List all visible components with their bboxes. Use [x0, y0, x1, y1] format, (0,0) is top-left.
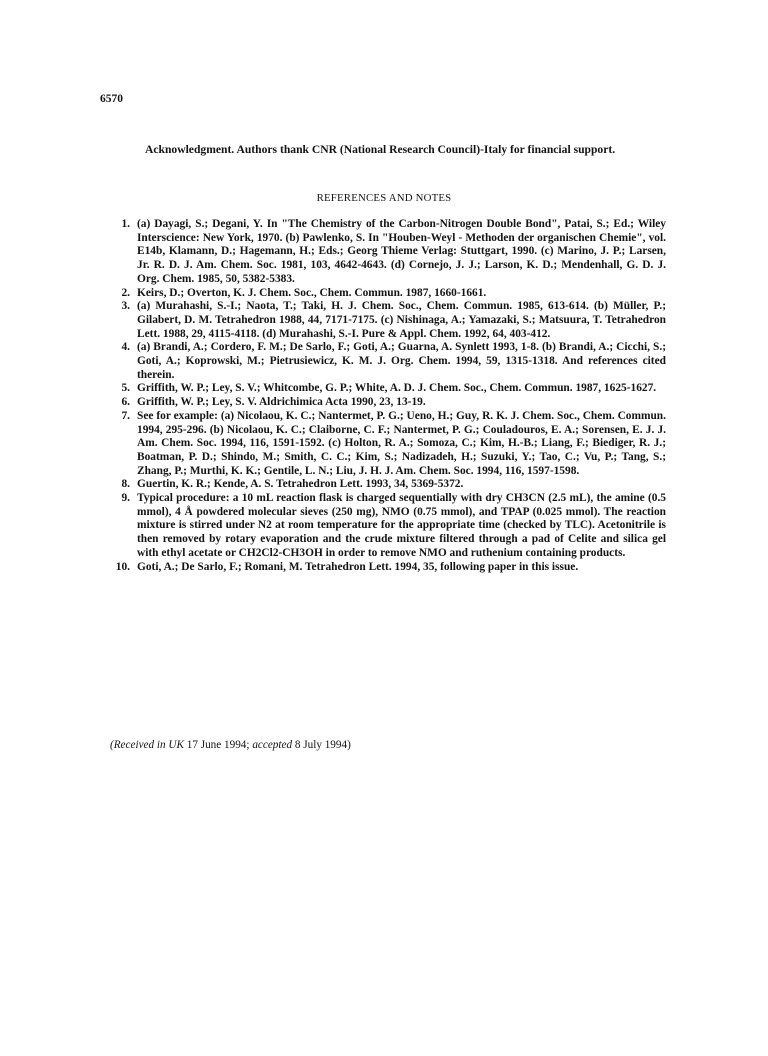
reference-text: Griffith, W. P.; Ley, S. V.; Whitcombe, G. P.; White, A. D. J. Chem. Soc., Chem. Commun. 1987, 1625-1627. [137, 382, 657, 395]
reference-number: 4 . [110, 341, 130, 355]
reference-number: 1 . [110, 218, 130, 232]
reference-item [110, 382, 666, 396]
reference-item [110, 410, 666, 479]
reference-text: See for example: (a) Nicolaou, K. C.; Nantermet, P. G.; Ueno, H.; Guy, R. K. J. Chem. Soc., Chem. Commun. 1994, 295-296. (b) Nicolaou, K. C.; Claiborne, C. F.; Nantermet, P. G.; Couladouros, E. A.; Sorensen, E. J. J. Am. Chem. Soc. 1994, 116, 1591-1592. (c) Holton, R. A.; Somoza, C.; Kim, H.-B.; Liang, F.; Biediger, R. J.; Boatman, P. D.; Shindo, M.; Smith, C. C.; Kim, S.; Nadizadeh, H.; Suzuki, Y.; Tao, C.; Vu, P.; Tang, S.; Zhang, P.; Murthi, K. K.; Gentile, L. N.; Liu, J. H. J. Am. Chem. Soc. 1994, 116, 1597-1598. [137, 409, 666, 477]
reference-text: Guertin, K. R.; Kende, A. S. Tetrahedron Lett. 1993, 34, 5369-5372. [137, 478, 464, 491]
reference-text: (a) Murahashi, S.-I.; Naota, T.; Taki, H. J. Chem. Soc., Chem. Commun. 1985, 613-614. (b) Müller, P.; Gilabert, D. M. Tetrahedron 1988, 44, 7171-7175. (c) Nishinaga, A.; Yamazaki, S.; Matsuura, T. Tetrahedron Lett. 1988, 29, 4115-4118. (d) Murahashi, S.-I. Pure & Appl. Chem. 1992, 64, 403-412. [137, 300, 666, 340]
reference-item [110, 396, 666, 410]
reference-item [110, 287, 666, 301]
references-heading: REFERENCES AND NOTES [316, 192, 452, 204]
reference-item [110, 478, 666, 492]
reference-item [110, 561, 666, 575]
received-date: 17 June 1994; [186, 739, 250, 751]
reference-item [110, 492, 666, 561]
accepted-label: accepted [252, 739, 293, 751]
acknowledgment-text: Authors thank CNR (National Research Council)-Italy for financial support. [236, 143, 616, 156]
reference-text: Griffith, W. P.; Ley, S. V. Aldrichimica Acta 1990, 23, 13-19. [137, 396, 426, 409]
reference-text: (a) Dayagi, S.; Degani, Y. In "The Chemistry of the Carbon-Nitrogen Double Bond", Patai, S.; Ed.; Wiley Interscience: New York, 1970. (b) Pawlenko, S. In "Houben-Weyl - Methoden der organischen Chemie", vol. E14b, Klamann, D.; Hagemann, H.; Eds.; Georg Thieme Verlag: Stuttgart, 1990. (c) Marino, J. P.; Larsen, Jr. R. D. J. Am. Chem. Soc. 1981, 103, 4642-4643. (d) Cornejo, J. J.; Larson, K. D.; Mendenhall, G. D. J. Org. Chem. 1985, 50, 5382-5383. [137, 218, 666, 285]
reference-number: 9 . [110, 492, 130, 506]
acknowledgment-title: Acknowledgment. [145, 143, 235, 156]
reference-item [110, 341, 666, 382]
reference-number: 5 . [110, 382, 130, 396]
reference-item [110, 300, 666, 341]
reference-number: 6 . [110, 396, 130, 410]
reference-text: Keirs, D.; Overton, K. J. Chem. Soc., Chem. Commun. 1987, 1660-1661. [137, 286, 487, 299]
reference-item [110, 218, 666, 287]
reference-number: 2 . [110, 287, 130, 301]
references-list [110, 218, 666, 574]
accepted-date: 8 July 1994) [294, 739, 351, 751]
received-note [110, 739, 351, 751]
reference-number: 3 . [110, 300, 130, 314]
reference-text: Goti, A.; De Sarlo, F.; Romani, M. Tetrahedron Lett. 1994, 35, following paper in this issue. [137, 560, 579, 573]
reference-number: 10 . [110, 561, 130, 575]
reference-number: 7 . [110, 410, 130, 424]
received-label: (Received in UK [110, 739, 184, 751]
acknowledgment [145, 143, 705, 156]
reference-text: (a) Brandi, A.; Cordero, F. M.; De Sarlo, F.; Goti, A.; Guarna, A. Synlett 1993, 1-8. (b) Brandi, A.; Cicchi, S.; Goti, A.; Koprowski, M.; Pietrusiewicz, K. M. J. Org. Chem. 1994, 59, 1315-1318. And references cited therein. [137, 341, 666, 381]
reference-text: Typical procedure: a 10 mL reaction flask is charged sequentially with dry CH3CN (2.5 mL), the amine (0.5 mmol), 4 Å powdered molecular sieves (250 mg), NMO (0.75 mmol), and TPAP (0.025 mmol). The reaction mixture is stirred under N2 at room temperature for the appropriate time (checked by TLC). Acetonitrile is then removed by rotary evaporation and the crude mixture filtered through a pad of Celite and silica gel with ethyl acetate or CH2Cl2-CH3OH in order to remove NMO and ruthenium containing products. [137, 492, 666, 559]
reference-number: 8 . [110, 478, 130, 492]
page-number: 6570 [100, 93, 123, 105]
